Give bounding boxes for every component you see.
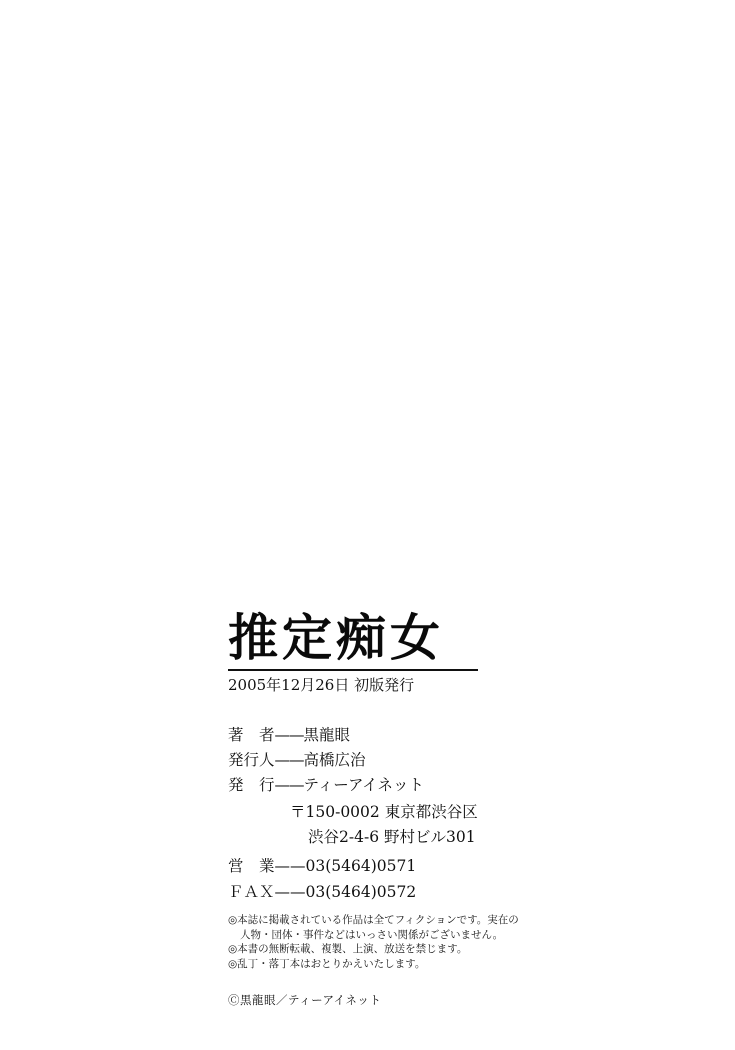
- title-underline: [228, 669, 478, 671]
- credit-row-publisher: [228, 773, 528, 798]
- legal-notices: [228, 913, 528, 973]
- notice-line-1: ◎本誌に掲載されている作品は全てフィクションです。実在の: [228, 913, 519, 926]
- address-line-1: 〒150-0002 東京都渋谷区: [290, 802, 478, 821]
- book-title: 推定痴女: [228, 608, 444, 667]
- credit-dash-publisher-person: ——: [274, 750, 304, 769]
- credit-dash-author: ——: [274, 725, 304, 744]
- publication-date: 2005年12月26日 初版発行: [228, 675, 415, 694]
- contact-row-sales: [228, 854, 528, 879]
- notice-line-3: ◎本書の無断転載、複製、上演、放送を禁じます。: [228, 943, 468, 956]
- colophon-block: [228, 608, 528, 1008]
- credit-row-publisher-person: [228, 748, 528, 773]
- credits-list: [228, 723, 528, 798]
- credit-dash-publisher: ——: [274, 775, 304, 794]
- contact-row-fax: [228, 880, 528, 905]
- publisher-address: [228, 800, 528, 850]
- address-line-2: 渋谷2-4-6 野村ビル301: [308, 827, 476, 846]
- contact-label-sales: 営 業: [228, 857, 275, 876]
- credit-label-publisher: 発 行: [228, 775, 275, 794]
- credit-value-publisher: ティーアイネット: [303, 775, 424, 794]
- contact-dash-sales: ——: [274, 857, 306, 876]
- copyright-line: Ⓒ黒龍眼／ティーアイネット: [228, 993, 382, 1008]
- notice-line-2: 人物・団体・事件などはいっさい関係がございません。: [240, 928, 504, 941]
- contact-label-fax: ＦＡＸ: [228, 882, 275, 901]
- contact-value-fax: 03(5464)0572: [305, 882, 417, 901]
- credit-label-publisher-person: 発行人: [228, 750, 275, 769]
- contact-value-sales: 03(5464)0571: [305, 857, 417, 876]
- credit-value-author: 黒龍眼: [303, 725, 351, 744]
- credit-label-author: 著 者: [228, 725, 275, 744]
- contact-list: [228, 854, 528, 904]
- contact-dash-fax: ——: [274, 882, 306, 901]
- notice-line-4: ◎乱丁・落丁本はおとりかえいたします。: [228, 958, 426, 971]
- credit-row-author: [228, 723, 528, 748]
- credit-value-publisher-person: 高橋広治: [303, 750, 366, 769]
